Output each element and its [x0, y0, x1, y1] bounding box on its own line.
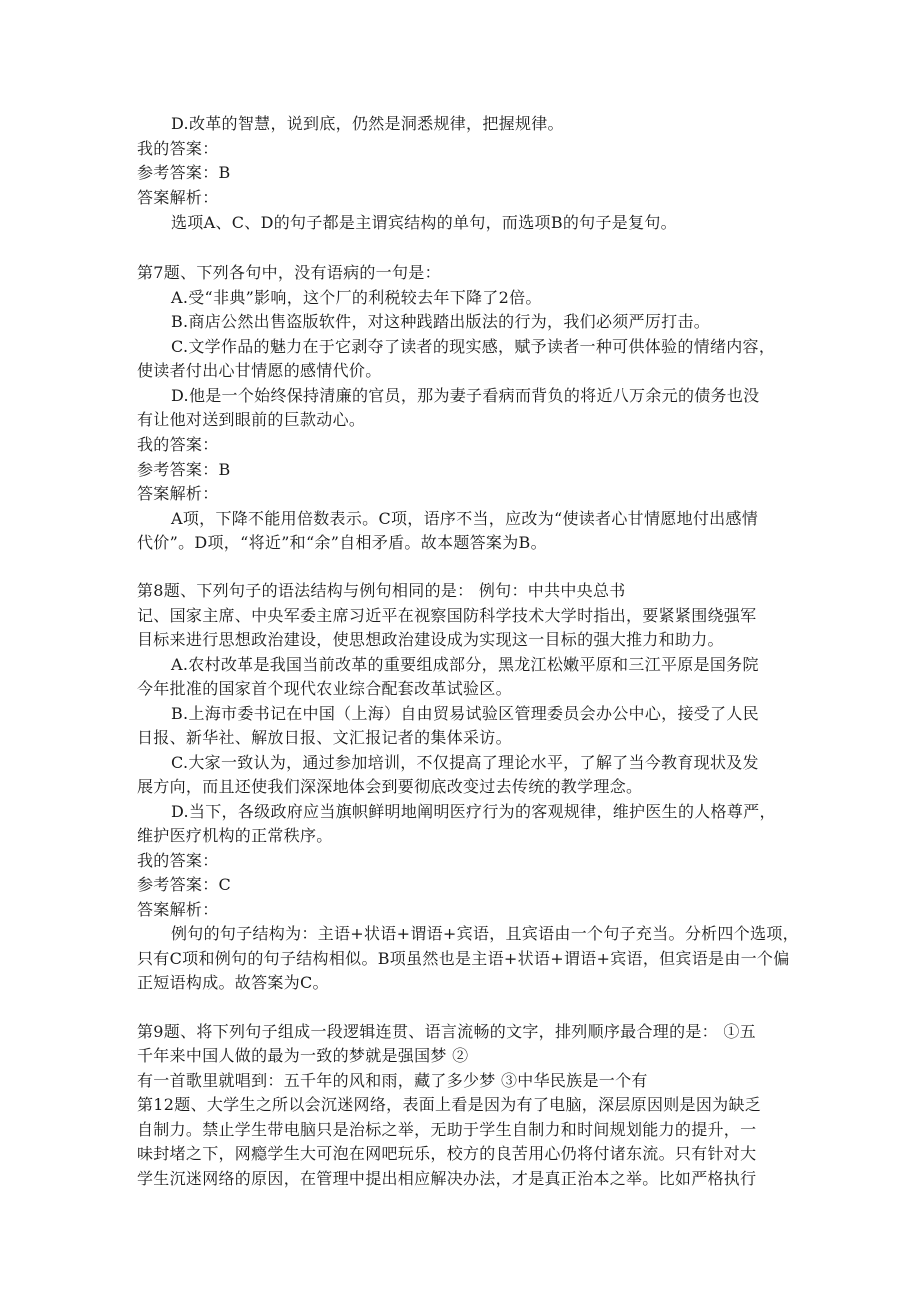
- q6-option-d: D.改革的智慧，说到底，仍然是洞悉规律，把握规律。: [171, 114, 564, 133]
- q7-option-c: C.文学作品的魅力在于它剥夺了读者的现实感，赋予读者一种可供体验的情绪内容，: [171, 337, 776, 356]
- q8-explanation-cont-2: 正短语构成。故答案为C。: [137, 973, 329, 992]
- q7-reference-answer: 参考答案：B: [137, 460, 231, 479]
- q6-my-answer: 我的答案：: [137, 139, 219, 158]
- q7-option-d: D.他是一个始终保持清廉的官员，那为妻子看病而背负的将近八万余元的债务也没: [171, 386, 760, 405]
- q7-option-b: B.商店公然出售盗版软件，对这种践踏出版法的行为，我们必须严厉打击。: [171, 312, 711, 331]
- q7-option-a: A.受“非典”影响，这个厂的利税较去年下降了2倍。: [171, 288, 542, 307]
- q7-explanation: A项，下降不能用倍数表示。C项，语序不当，应改为“使读者心甘情愿地付出感情: [171, 509, 759, 528]
- q6-reference-answer: 参考答案：B: [137, 163, 231, 182]
- q8-reference-answer: 参考答案：C: [137, 875, 232, 894]
- q8-option-d-cont: 维护医疗机构的正常秩序。: [137, 826, 333, 845]
- q9-question: 第9题、将下列句子组成一段逻辑连贯、语言流畅的文字，排列顺序最合理的是： ①五: [137, 1022, 756, 1041]
- q7-option-d-cont: 有让他对送到眼前的巨款动心。: [137, 410, 366, 429]
- q8-explanation-label: 答案解析：: [137, 900, 219, 919]
- q7-my-answer: 我的答案：: [137, 435, 219, 454]
- q12-question-cont-2: 味封堵之下，网瘾学生大可泡在网吧玩乐，校方的良苦用心仍将付诸东流。只有针对大: [137, 1144, 757, 1163]
- q8-option-b: B.上海市委书记在中国（上海）自由贸易试验区管理委员会办公中心，接受了人民: [171, 704, 759, 723]
- q8-option-c-cont: 展方向，而且还使我们深深地体会到要彻底改变过去传统的教学理念。: [137, 777, 643, 796]
- q8-option-a: A.农村改革是我国当前改革的重要组成部分，黑龙江松嫩平原和三江平原是国务院: [171, 655, 759, 674]
- q8-option-c: C.大家一致认为，通过参加培训，不仅提高了理论水平，了解了当今教育现状及发: [171, 753, 759, 772]
- q12-question: 第12题、大学生之所以会沉迷网络，表面上看是因为有了电脑，深层原因则是因为缺乏: [137, 1095, 762, 1114]
- q7-explanation-cont: 代价”。D项，“将近”和“余”自相矛盾。故本题答案为B。: [137, 533, 547, 552]
- q7-explanation-label: 答案解析：: [137, 484, 219, 503]
- q8-option-d: D.当下，各级政府应当旗帜鲜明地阐明医疗行为的客观规律，维护医生的人格尊严，: [171, 802, 776, 821]
- q6-explanation: 选项A、C、D的句子都是主谓宾结构的单句，而选项B的句子是复句。: [171, 213, 677, 232]
- q8-option-a-cont: 今年批准的国家首个现代农业综合配套改革试验区。: [137, 679, 512, 698]
- q7-option-c-cont: 使读者付出心甘情愿的感情代价。: [137, 361, 382, 380]
- q12-question-cont-1: 自制力。禁止学生带电脑只是治标之举，无助于学生自制力和时间规划能力的提升，一: [137, 1120, 757, 1139]
- q6-explanation-label: 答案解析：: [137, 188, 219, 207]
- q12-question-cont-3: 学生沉迷网络的原因，在管理中提出相应解决办法，才是真正治本之举。比如严格执行: [137, 1169, 757, 1188]
- q8-question: 第8题、下列句子的语法结构与例句相同的是： 例句：中共中央总书: [137, 581, 626, 600]
- q7-question: 第7题、下列各句中，没有语病的一句是：: [137, 263, 441, 282]
- q9-question-cont-1: 千年来中国人做的最为一致的梦就是强国梦 ②: [137, 1046, 469, 1065]
- q8-explanation-cont-1: 只有C项和例句的句子结构相似。B项虽然也是主语+状语+谓语+宾语，但宾语是由一个偏: [137, 949, 790, 968]
- q8-question-cont-1: 记、国家主席、中央军委主席习近平在视察国防科学技术大学时指出，要紧紧围绕强军: [137, 606, 757, 625]
- q8-explanation: 例句的句子结构为：主语+状语+谓语+宾语，且宾语由一个句子充当。分析四个选项，: [171, 924, 799, 943]
- q8-question-cont-2: 目标来进行思想政治建设，使思想政治建设成为实现这一目标的强大推力和助力。: [137, 630, 724, 649]
- q9-question-cont-2: 有一首歌里就唱到：五千年的风和雨，藏了多少梦 ③中华民族是一个有: [137, 1071, 648, 1090]
- q8-my-answer: 我的答案：: [137, 851, 219, 870]
- q8-option-b-cont: 日报、新华社、解放日报、文汇报记者的集体采访。: [137, 728, 512, 747]
